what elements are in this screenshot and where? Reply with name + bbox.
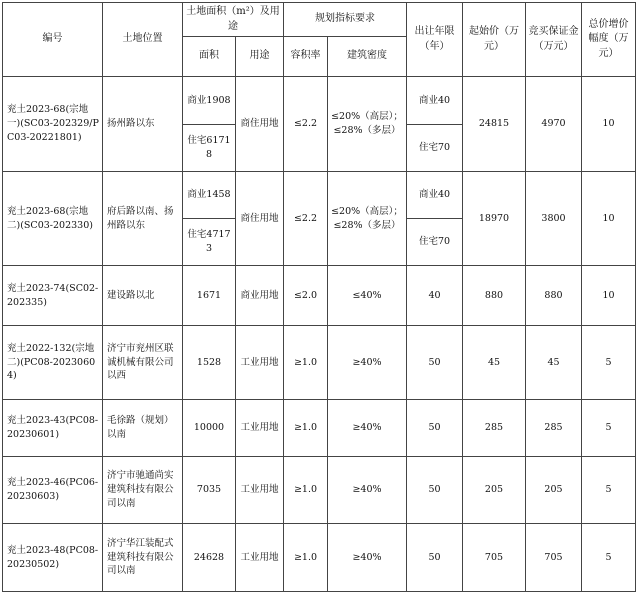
row-increase: 10 [582, 172, 636, 266]
row-area-residential: 住宅61718 [183, 125, 236, 172]
row-term-residential: 住宅70 [407, 219, 463, 266]
row-area-commercial: 商业1458 [183, 172, 236, 219]
row-no: 兖土2023-48(PC08-20230502) [3, 524, 103, 592]
row-term: 50 [407, 400, 463, 457]
row-location: 毛徐路（规划）以南 [103, 400, 183, 457]
row-far: ≤2.2 [284, 77, 328, 172]
header-term: 出让年限（年） [407, 3, 463, 77]
land-auction-table [2, 2, 636, 592]
header-start-price: 起始价（万元） [463, 3, 526, 77]
header-area: 面积 [183, 37, 236, 77]
row-start-price: 24815 [463, 77, 526, 172]
row-start-price: 45 [463, 326, 526, 400]
row-area: 24628 [183, 524, 236, 592]
row-location: 济宁华江装配式建筑科技有限公司以南 [103, 524, 183, 592]
row-density: ≥40% [328, 524, 407, 592]
header-area-use: 土地面积（m²）及用途 [183, 3, 284, 37]
row-area-commercial: 商业1908 [183, 77, 236, 125]
row-location: 济宁市驰通尚实建筑科技有限公司以南 [103, 457, 183, 524]
table-row [3, 77, 636, 125]
row-use: 工业用地 [236, 400, 284, 457]
row-deposit: 285 [526, 400, 582, 457]
header-deposit: 竞买保证金（万元） [526, 3, 582, 77]
table-row [3, 400, 636, 457]
row-no: 兖土2023-43(PC08-20230601) [3, 400, 103, 457]
row-term: 50 [407, 457, 463, 524]
header-no: 编号 [3, 3, 103, 77]
row-location: 扬州路以东 [103, 77, 183, 172]
row-use: 商住用地 [236, 77, 284, 172]
row-term-commercial: 商业40 [407, 172, 463, 219]
row-term: 40 [407, 266, 463, 326]
table-row [3, 524, 636, 592]
row-area: 1671 [183, 266, 236, 326]
row-deposit: 3800 [526, 172, 582, 266]
row-use: 商业用地 [236, 266, 284, 326]
row-increase: 5 [582, 524, 636, 592]
row-density: ≤20%（高层）；≤28%（多层） [328, 77, 407, 172]
row-density: ≥40% [328, 457, 407, 524]
header-planning: 规划指标要求 [284, 3, 407, 37]
row-deposit: 45 [526, 326, 582, 400]
row-far: ≥1.0 [284, 457, 328, 524]
header-density: 建筑密度 [328, 37, 407, 77]
row-increase: 5 [582, 457, 636, 524]
row-far: ≤2.0 [284, 266, 328, 326]
row-start-price: 705 [463, 524, 526, 592]
table-row [3, 172, 636, 219]
row-start-price: 285 [463, 400, 526, 457]
row-far: ≥1.0 [284, 524, 328, 592]
row-density: ≤40% [328, 266, 407, 326]
row-no: 兖土2023-68(宗地一)(SC03-202329/PC03-20221801) [3, 77, 103, 172]
row-density: ≤20%（高层）；≤28%（多层） [328, 172, 407, 266]
table-row [3, 457, 636, 524]
row-term-commercial: 商业40 [407, 77, 463, 125]
row-term: 50 [407, 524, 463, 592]
row-area-residential: 住宅47173 [183, 219, 236, 266]
row-increase: 10 [582, 77, 636, 172]
row-area: 10000 [183, 400, 236, 457]
row-no: 兖土2022-132(宗地二)(PC08-20230604) [3, 326, 103, 400]
row-use: 商住用地 [236, 172, 284, 266]
row-increase: 5 [582, 400, 636, 457]
header-location: 土地位置 [103, 3, 183, 77]
row-no: 兖土2023-74(SC02-202335) [3, 266, 103, 326]
header-far: 容积率 [284, 37, 328, 77]
header-increase: 总价增价幅度（万元） [582, 3, 636, 77]
row-no: 兖土2023-68(宗地二)(SC03-202330) [3, 172, 103, 266]
row-far: ≥1.0 [284, 326, 328, 400]
row-use: 工业用地 [236, 524, 284, 592]
row-density: ≥40% [328, 326, 407, 400]
row-location: 济宁市兖州区联诚机械有限公司以西 [103, 326, 183, 400]
row-location: 建设路以北 [103, 266, 183, 326]
row-start-price: 18970 [463, 172, 526, 266]
row-no: 兖土2023-46(PC06-20230603) [3, 457, 103, 524]
row-deposit: 880 [526, 266, 582, 326]
row-location: 府后路以南、扬州路以东 [103, 172, 183, 266]
row-term: 50 [407, 326, 463, 400]
row-far: ≥1.0 [284, 400, 328, 457]
row-deposit: 705 [526, 524, 582, 592]
row-far: ≤2.2 [284, 172, 328, 266]
row-use: 工业用地 [236, 457, 284, 524]
row-use: 工业用地 [236, 326, 284, 400]
row-deposit: 205 [526, 457, 582, 524]
row-area: 1528 [183, 326, 236, 400]
row-area: 7035 [183, 457, 236, 524]
table-row [3, 266, 636, 326]
row-start-price: 205 [463, 457, 526, 524]
table-row [3, 326, 636, 400]
header-use: 用途 [236, 37, 284, 77]
row-density: ≥40% [328, 400, 407, 457]
row-increase: 5 [582, 326, 636, 400]
row-term-residential: 住宅70 [407, 125, 463, 172]
row-start-price: 880 [463, 266, 526, 326]
row-deposit: 4970 [526, 77, 582, 172]
row-increase: 10 [582, 266, 636, 326]
